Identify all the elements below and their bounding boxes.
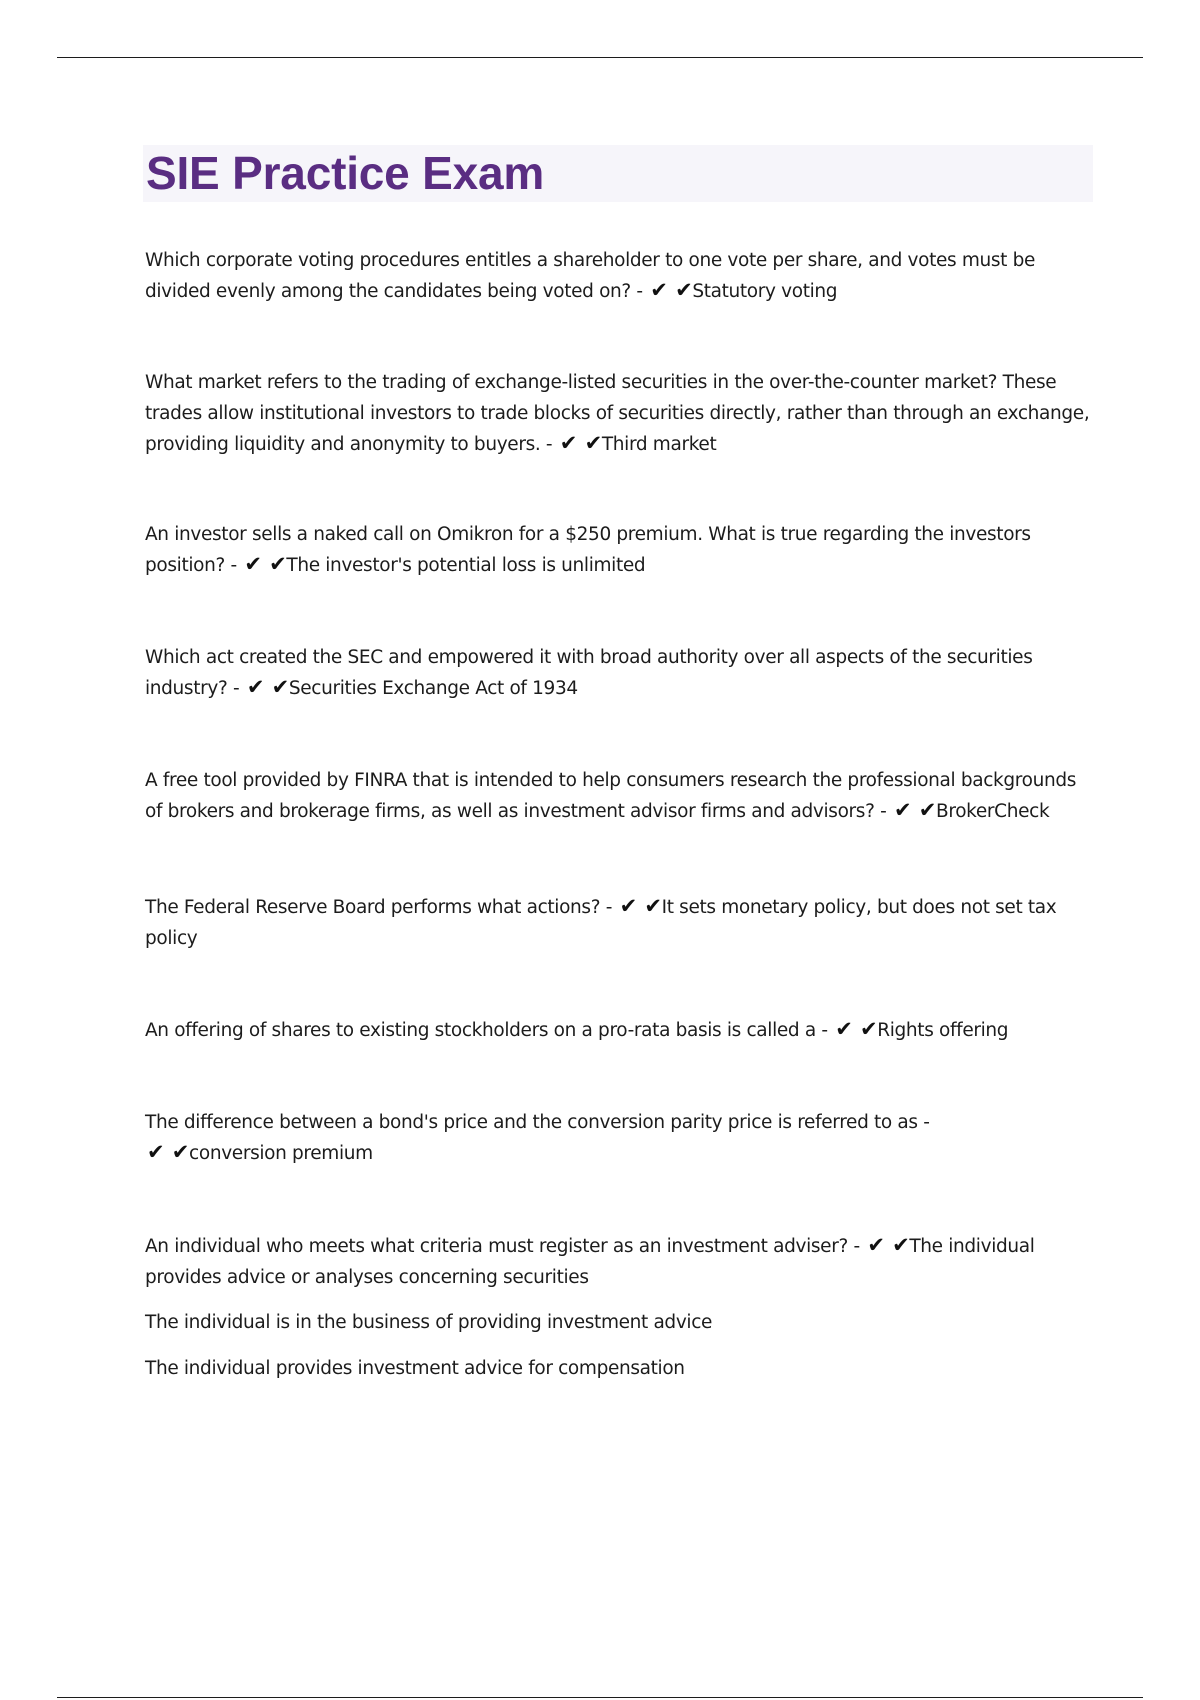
separator: - (815, 1020, 834, 1041)
answer-text: Third market (601, 434, 717, 455)
top-rule (57, 57, 1143, 58)
separator: - (540, 434, 558, 455)
qa-item (145, 642, 1095, 704)
check-icon: ✔ (246, 675, 265, 699)
check-icon: ✔ (271, 675, 289, 699)
qa-item (145, 1015, 1095, 1046)
question-text: Which act created the SEC and empowered it with broad authority over all aspects of the securities industry? (145, 647, 1033, 699)
check-icon: ✔ (244, 552, 262, 576)
separator: - (630, 281, 649, 302)
qa-item (145, 367, 1095, 460)
answer-text: Securities Exchange Act of 1934 (288, 678, 578, 699)
answer-text: BrokerCheck (936, 801, 1050, 822)
check-icon: ✔ (859, 1017, 878, 1041)
qa-item (145, 519, 1095, 581)
question-text: A free tool provided by FINRA that is intended to help consumers research the professional backgrounds of brokers and brokerage firms, as well as investment advisor firms and advisors? (145, 770, 1077, 822)
answer-text: The individual provides advice or analyses concerning securities (145, 1236, 1035, 1288)
separator: - (847, 1236, 866, 1257)
check-icon: ✔ (147, 1140, 165, 1164)
separator: - (600, 897, 618, 918)
question-text: The Federal Reserve Board performs what actions? (145, 897, 601, 918)
question-text: An investor sells a naked call on Omikron for a $250 premium. What is true regarding the investors position? (145, 524, 1031, 576)
answer-text: The investor's potential loss is unlimited (286, 555, 646, 576)
bottom-rule (57, 1697, 1143, 1698)
qa-item (145, 1107, 1095, 1169)
qa-item (145, 245, 1095, 307)
answer-extra-line: The individual provides investment advice for compensation (145, 1358, 685, 1379)
question-text: The difference between a bond's price and the conversion parity price is referred to as (145, 1112, 918, 1133)
separator: - (227, 678, 245, 699)
check-icon: ✔ (918, 798, 936, 822)
separator: - (224, 555, 243, 576)
qa-item (145, 1231, 1095, 1293)
answer-extra-line: The individual is in the business of providing investment advice (145, 1312, 713, 1333)
check-icon: ✔ (867, 1233, 885, 1257)
answer-text: It sets monetary policy, but does not set tax policy (145, 897, 1057, 949)
question-text: An individual who meets what criteria must register as an investment adviser? (145, 1236, 848, 1257)
check-icon: ✔ (835, 1017, 853, 1041)
check-icon: ✔ (559, 431, 578, 455)
check-icon: ✔ (584, 431, 602, 455)
separator: - (917, 1112, 930, 1133)
check-icon: ✔ (650, 278, 668, 302)
answer-text: Statutory voting (692, 281, 838, 302)
answer-text: conversion premium (189, 1143, 373, 1164)
check-icon: ✔ (893, 798, 912, 822)
qa-item (145, 765, 1095, 827)
separator: - (874, 801, 892, 822)
question-text: Which corporate voting procedures entitles a shareholder to one vote per share, and votes must be divided evenly among the candidates being voted on? (145, 250, 1036, 302)
check-icon: ✔ (644, 894, 662, 918)
question-text: An offering of shares to existing stockholders on a pro-rata basis is called a (145, 1020, 816, 1041)
question-text: What market refers to the trading of exchange-listed securities in the over-the-counter market? These trades allow institutional investors to trade blocks of securities directly, rather than through an exchange, providing liquidity and anonymity to buyers. (145, 372, 1090, 455)
check-icon: ✔ (675, 278, 693, 302)
check-icon: ✔ (171, 1140, 190, 1164)
answer-text: Rights offering (877, 1020, 1009, 1041)
check-icon: ✔ (269, 552, 287, 576)
check-icon: ✔ (892, 1233, 910, 1257)
page-title: SIE Practice Exam (146, 147, 545, 199)
qa-item (145, 892, 1095, 954)
check-icon: ✔ (619, 894, 637, 918)
